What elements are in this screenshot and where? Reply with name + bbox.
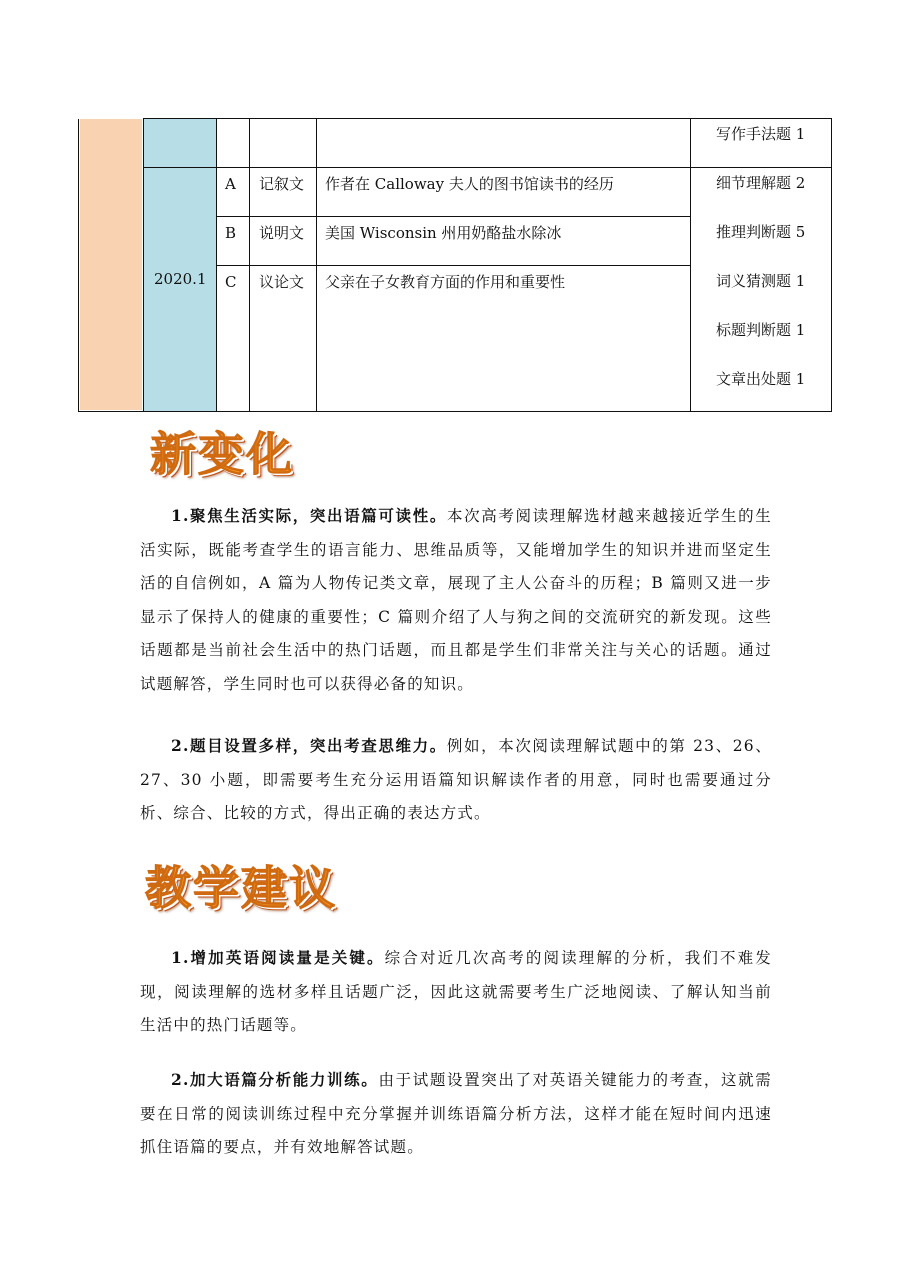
- question-type: 细节理解题 2: [716, 174, 806, 192]
- passage-topic: 父亲在子女教育方面的作用和重要性: [325, 273, 566, 291]
- paragraph-text: 由于试题设置突出了对英语关键能力的考查，这就需要在日常的阅读训练过程中充分掌握并训练语篇分析方法，这样才能在短时间内迅速抓住语篇的要点，并有效地解答试题。: [140, 1071, 772, 1156]
- paragraph-text: 本次高考阅读理解选材越来越接近学生的生活实际，既能考查学生的语言能力、思维品质等，又能增加学生的知识并进而坚定生活的自信例如，A 篇为人物传记类文章，展现了主人公奋斗的历程；B 篇则又进一步显示了保持人的健康的重要性；C 篇则介绍了人与狗之间的交流研究的新发现。这些话题都是当前社会生活中的热门话题，而且都是学生们非常关注与关心的话题。通过试题解答，学生同时也可以获得必备的知识。: [140, 507, 772, 693]
- table-rule: [143, 167, 832, 168]
- table-rule: [831, 119, 832, 411]
- table-rule: [316, 119, 317, 411]
- section-heading-new-changes: 新变化: [150, 427, 294, 481]
- passage-genre: 说明文: [259, 224, 305, 242]
- passage-genre: 记叙文: [259, 175, 305, 193]
- question-type: 标题判断题 1: [716, 321, 806, 339]
- paragraph: [140, 729, 772, 831]
- paragraph: [140, 1063, 772, 1165]
- question-type: 文章出处题 1: [716, 370, 806, 388]
- passage-topic: 美国 Wisconsin 州用奶酪盐水除冰: [325, 224, 562, 242]
- table-rule: [78, 119, 79, 411]
- paragraph: [140, 941, 772, 1043]
- table-rule: [216, 119, 217, 411]
- paragraph: [140, 499, 772, 701]
- table-rule: [249, 119, 250, 411]
- question-type: 推理判断题 5: [716, 223, 806, 241]
- paragraph-lead: 1.增加英语阅读量是关键。: [171, 948, 385, 967]
- passage-letter: C: [225, 273, 237, 291]
- year-cell: [143, 119, 216, 411]
- paragraph-text: 例如，本次阅读理解试题中的第 23、26、27、30 小题，即需要考生充分运用语篇知识解读作者的用意，同时也需要通过分析、综合、比较的方式，得出正确的表达方式。: [140, 737, 772, 822]
- passage-letter: B: [225, 224, 237, 242]
- table-rule: [216, 265, 691, 266]
- section-heading-teaching-advice: 教学建议: [145, 861, 337, 915]
- table-rule: [78, 411, 832, 412]
- category-cell: [80, 119, 142, 410]
- year-label: 2020.1: [154, 270, 207, 288]
- question-type-prev: 写作手法题 1: [716, 125, 806, 143]
- passage-genre: 议论文: [259, 273, 305, 291]
- paragraph-lead: 1.聚焦生活实际，突出语篇可读性。: [171, 506, 447, 525]
- passage-letter: A: [225, 175, 236, 193]
- paragraph-lead: 2.加大语篇分析能力训练。: [171, 1070, 379, 1089]
- table-rule: [690, 119, 691, 411]
- table-rule: [143, 118, 832, 119]
- question-type: 词义猜测题 1: [716, 272, 806, 290]
- passage-topic: 作者在 Calloway 夫人的图书馆读书的经历: [325, 175, 614, 193]
- table-rule: [216, 216, 691, 217]
- paragraph-lead: 2.题目设置多样，突出考查思维力。: [171, 736, 447, 755]
- paragraph-text: 综合对近几次高考的阅读理解的分析，我们不难发现，阅读理解的选材多样且话题广泛，因此这就需要考生广泛地阅读、了解认知当前生活中的热门话题等。: [140, 949, 772, 1034]
- table-rule: [143, 119, 144, 411]
